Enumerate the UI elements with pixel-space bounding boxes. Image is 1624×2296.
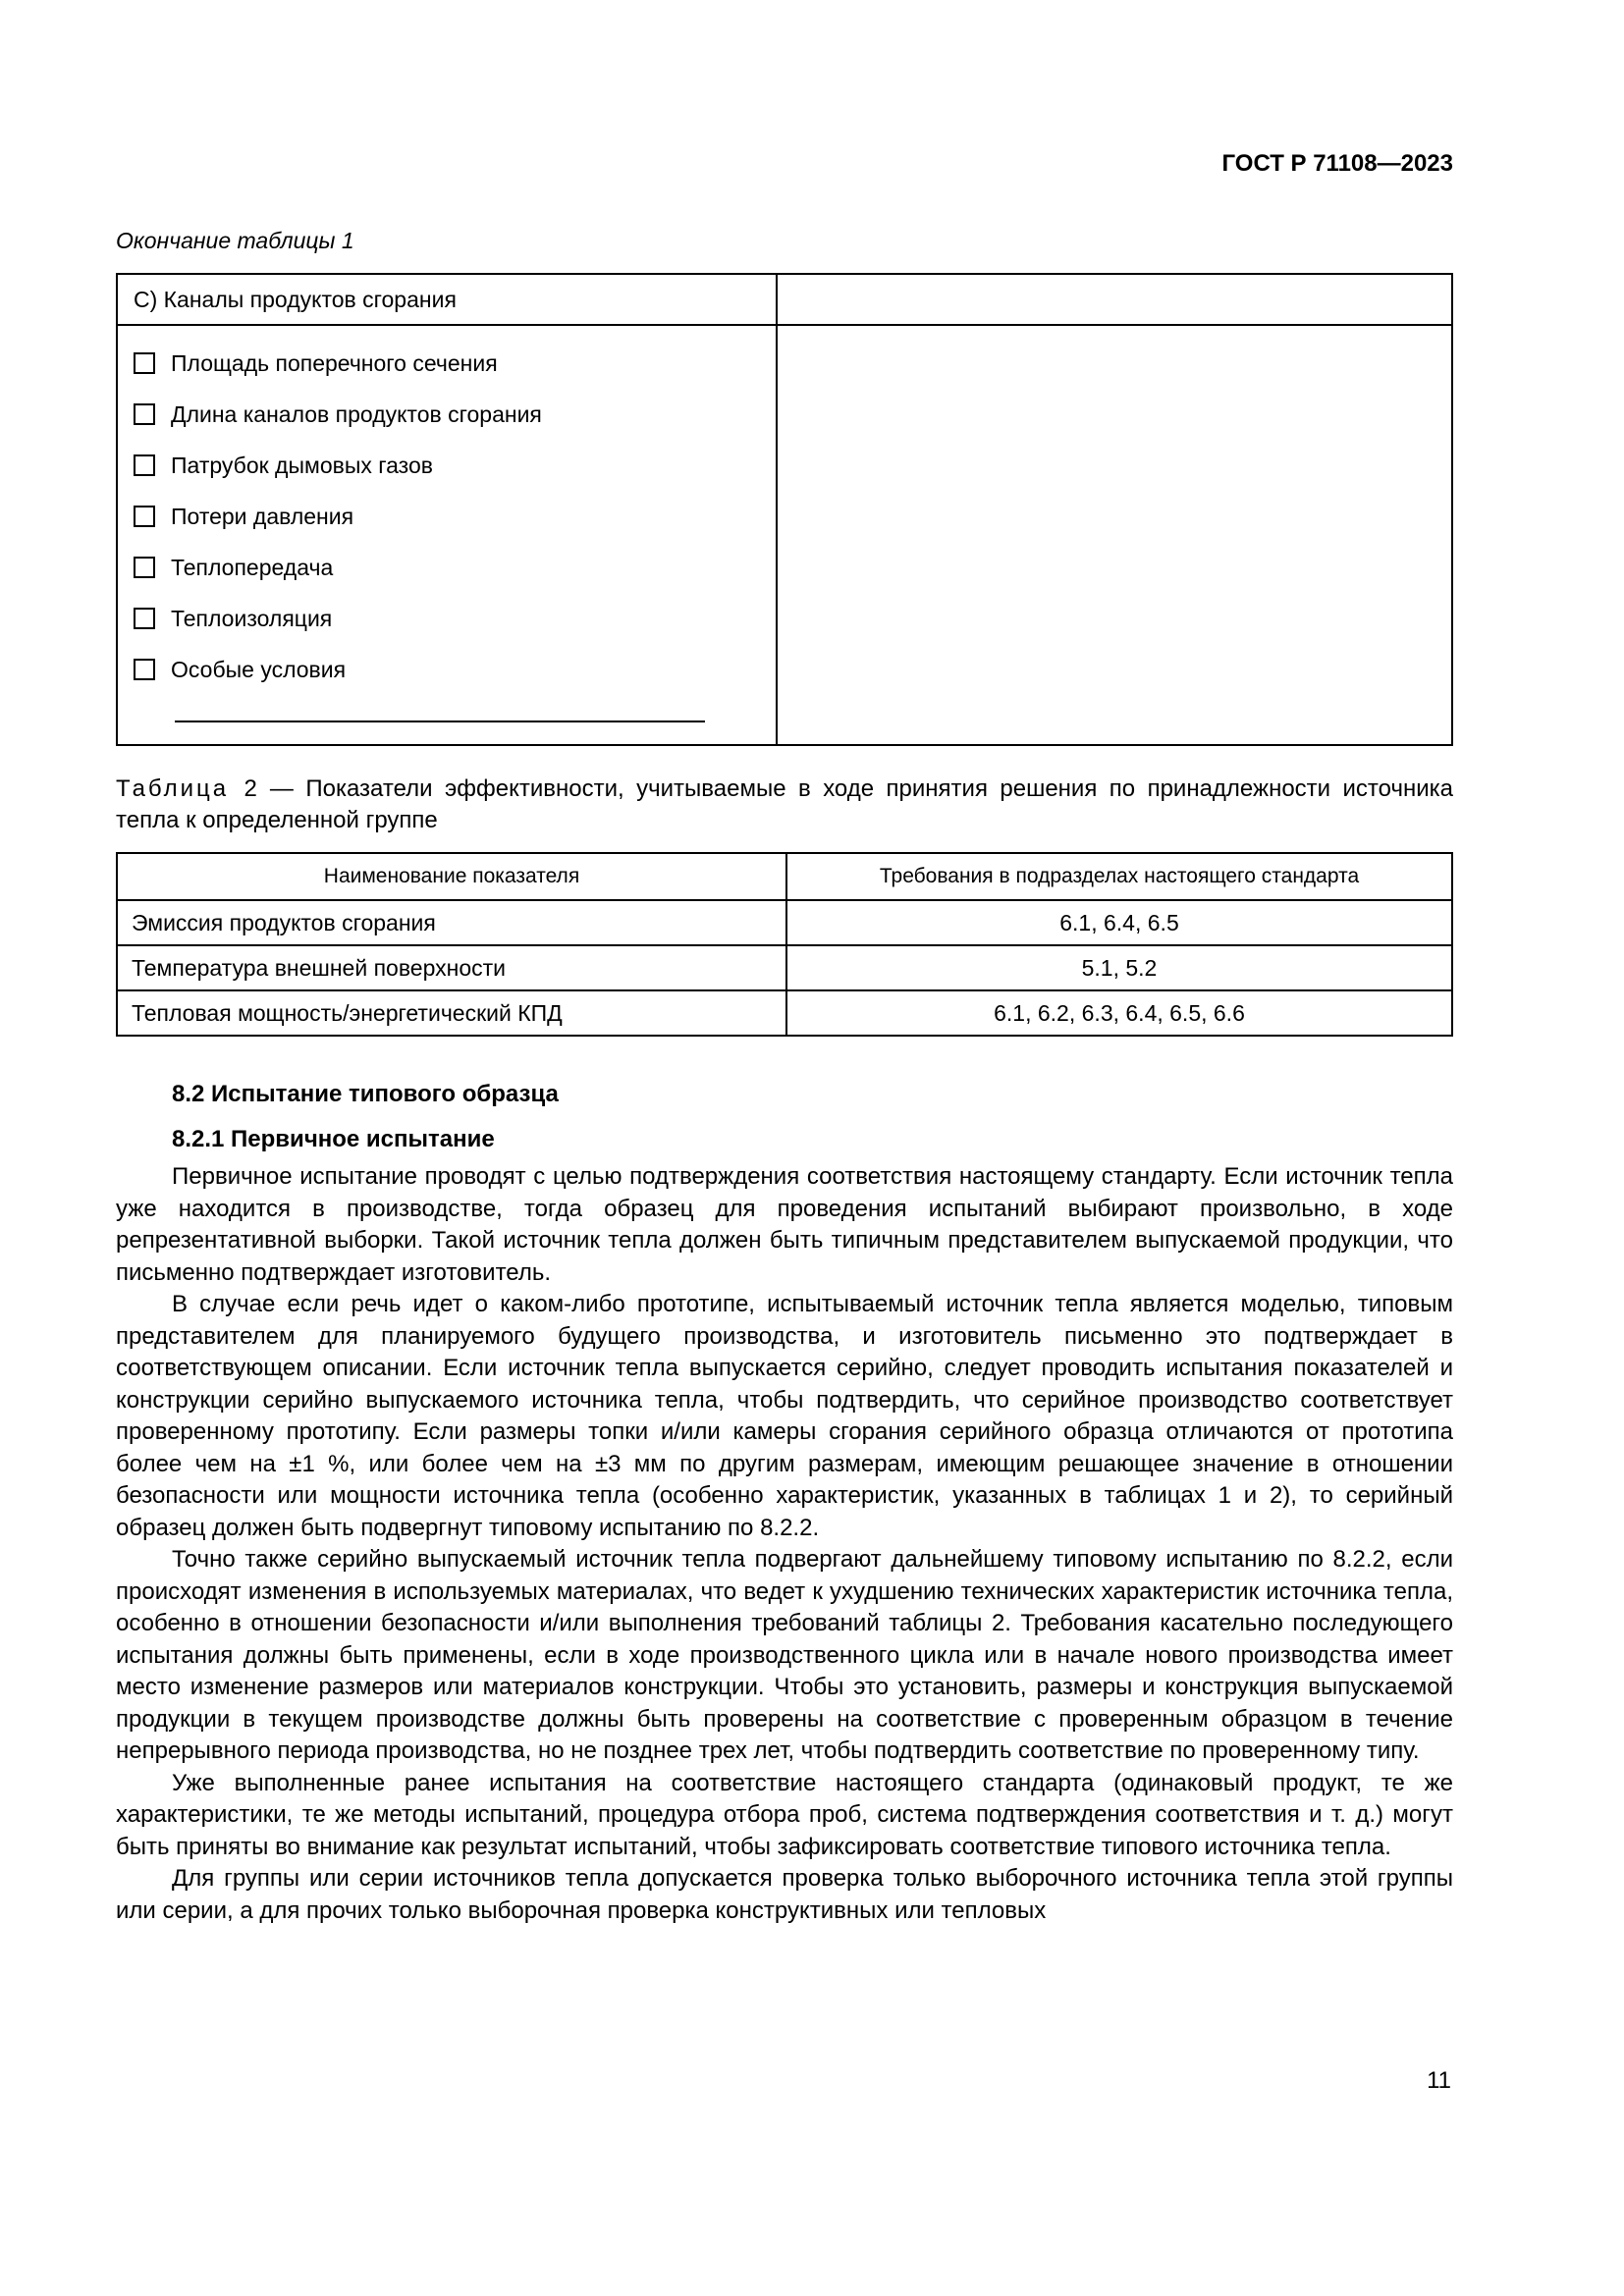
page-number: 11: [1427, 2067, 1451, 2094]
body-paragraph: В случае если речь идет о каком-либо прототипе, испытываемый источник тепла является моделью, типовым представителем для планируемого будущего производства, и изготовитель письменно это подтверждает в соответствующем описании. Если источник тепла выпускается серийно, следует проводить испытания показателей и конструкции серийно выпускаемого источника тепла, чтобы подтвердить, что серийное производство соответствует проверенному прототипу. Если размеры топки и/или камеры сгорания серийного образца отличаются от прототипа более чем на ±1 %, или более чем на ±3 мм по другим размерам, имеющим решающее значение в отношении безопасности или мощности источника тепла (особенно характеристик, указанных в таблицах 1 и 2), то серийный образец должен быть подвергнут типовому испытанию по 8.2.2.: [116, 1291, 1453, 1541]
checklist-item: [134, 389, 760, 440]
checkbox-icon[interactable]: [134, 506, 155, 527]
table2-cell-name: Тепловая мощность/энергетический КПД: [117, 990, 786, 1036]
table2-cell-requirements: 6.1, 6.2, 6.3, 6.4, 6.5, 6.6: [786, 990, 1452, 1036]
checklist-item-label: Патрубок дымовых газов: [171, 453, 433, 478]
fill-in-line: [175, 721, 705, 722]
table2-header-requirements: Требования в подразделах настоящего стандарта: [786, 853, 1452, 900]
section-heading-8-2-1: 8.2.1 Первичное испытание: [172, 1126, 495, 1152]
checkbox-icon[interactable]: [134, 557, 155, 578]
body-paragraph: Первичное испытание проводят с целью подтверждения соответствия настоящему стандарту. Если источник тепла уже находится в производстве, тогда образец для проведения испытаний выбирают произвольно, в ходе репрезентативной выборки. Такой источник тепла должен быть типичным представителем выпускаемой продукции, что письменно подтверждает изготовитель.: [116, 1163, 1453, 1286]
document-header: ГОСТ Р 71108—2023: [1221, 150, 1453, 177]
body-paragraph: Уже выполненные ранее испытания на соответствие настоящего стандарта (одинаковый продукт, те же характеристики, те же методы испытаний, процедура отбора проб, система подтверждения соответствия и т. д.) могут быть приняты во внимание как результат испытаний, чтобы зафиксировать соответствие типового источника тепла.: [116, 1769, 1453, 1860]
section-heading-8-2: 8.2 Испытание типового образца: [172, 1081, 559, 1107]
table2-header-row: [117, 853, 1452, 900]
checklist-item: [134, 542, 760, 593]
checkbox-icon[interactable]: [134, 454, 155, 476]
table1-checklist: [118, 326, 778, 744]
body-text: [116, 1161, 1453, 1927]
table1-header-empty-cell: [778, 275, 1451, 324]
checkbox-icon[interactable]: [134, 608, 155, 629]
checklist-item: [134, 491, 760, 542]
table2-cell-requirements: 5.1, 5.2: [786, 945, 1452, 990]
table1-section-header: C) Каналы продуктов сгорания: [118, 275, 778, 324]
table2-performance-indicators: [116, 852, 1453, 1037]
checklist-item-label: Теплоизоляция: [171, 606, 333, 631]
checklist-item-label: Особые условия: [171, 657, 347, 682]
table1-body-empty-cell: [778, 326, 1451, 744]
checklist-item-label: Площадь поперечного сечения: [171, 350, 498, 376]
checklist-item: [134, 440, 760, 491]
table2-caption-label: Таблица 2: [116, 775, 260, 802]
checklist-item-label: Длина каналов продуктов сгорания: [171, 401, 542, 427]
table2-cell-name: Эмиссия продуктов сгорания: [117, 900, 786, 945]
table-row: [117, 945, 1452, 990]
table2-caption: [116, 774, 1453, 836]
table-row: [117, 900, 1452, 945]
table1-header-row: [118, 275, 1451, 326]
table2-caption-text: — Показатели эффективности, учитываемые в ходе принятия решения по принадлежности источника тепла к определенной группе: [116, 775, 1454, 833]
table-row: [117, 990, 1452, 1036]
body-paragraph: Для группы или серии источников тепла допускается проверка только выборочного источника тепла этой группы или серии, а для прочих только выборочная проверка конструктивных или тепловых: [116, 1865, 1453, 1924]
checkbox-icon[interactable]: [134, 659, 155, 680]
table2-cell-requirements: 6.1, 6.4, 6.5: [786, 900, 1452, 945]
checklist-item: [134, 593, 760, 644]
table1-continuation-label: Окончание таблицы 1: [116, 228, 354, 253]
body-paragraph: Точно также серийно выпускаемый источник тепла подвергают дальнейшему типовому испытанию по 8.2.2, если происходят изменения в используемых материалах, что ведет к ухудшению технических характеристик источника тепла, особенно в отношении безопасности и/или выполнения требований таблицы 2. Требования касательно последующего испытания должны быть применены, если в ходе производственного цикла или в начале нового производства имеет место изменение размеров или материалов конструкции. Чтобы это установить, размеры и конструкция выпускаемой продукции в текущем производстве должны быть проверены на соответствие с проверенным образцом в течение непрерывного периода производства, но не позднее трех лет, чтобы подтвердить соответствие по проверенному типу.: [116, 1546, 1453, 1764]
checklist-item-label: Теплопередача: [171, 555, 334, 580]
checkbox-icon[interactable]: [134, 403, 155, 425]
table2-cell-name: Температура внешней поверхности: [117, 945, 786, 990]
checklist-item: [134, 338, 760, 389]
table1-flue-gas-channels: [116, 273, 1453, 746]
checklist-item: [134, 644, 760, 695]
table2-header-name: Наименование показателя: [117, 853, 786, 900]
checkbox-icon[interactable]: [134, 352, 155, 374]
checklist-item-label: Потери давления: [171, 504, 354, 529]
table1-body-row: [118, 326, 1451, 744]
